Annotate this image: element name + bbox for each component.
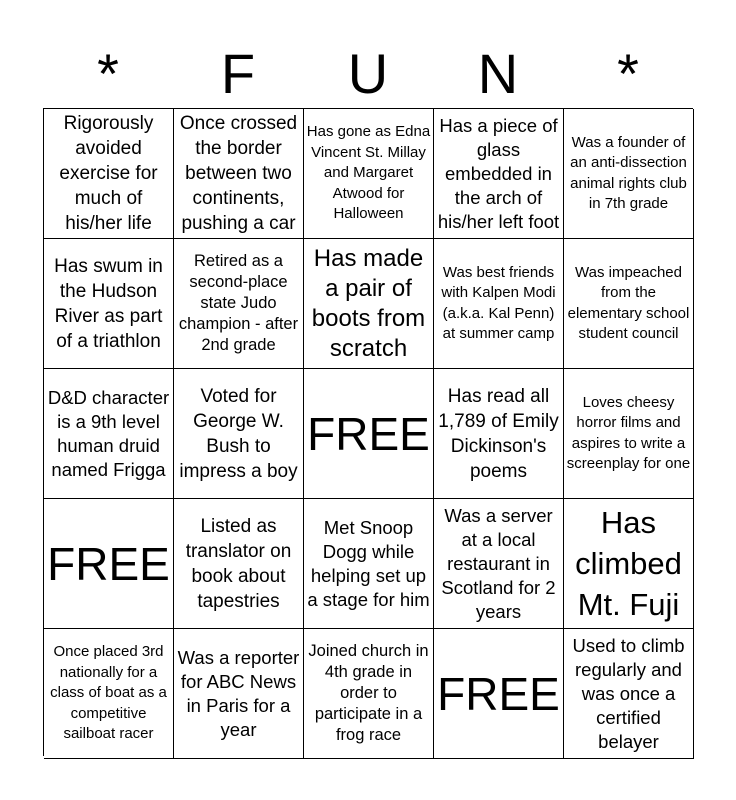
bingo-cell bbox=[564, 499, 694, 629]
bingo-cell bbox=[434, 369, 564, 499]
bingo-header bbox=[43, 40, 693, 108]
bingo-cell bbox=[304, 109, 434, 239]
bingo-cell bbox=[304, 629, 434, 759]
bingo-cell bbox=[564, 109, 694, 239]
free-space bbox=[44, 499, 174, 629]
cell-text: Listed as translator on book about tapestries bbox=[185, 515, 292, 612]
bingo-cell bbox=[44, 369, 174, 499]
cell-text: Used to climb regularly and was once a certified belayer bbox=[572, 634, 685, 752]
cell-text: Has swum in the Hudson River as part of a triathlon bbox=[54, 255, 163, 352]
bingo-cell bbox=[434, 499, 564, 629]
bingo-cell bbox=[174, 629, 304, 759]
cell-text: Voted for George W. Bush to impress a boy bbox=[179, 385, 298, 482]
cell-text: Once crossed the border between two continents, pushing a car bbox=[179, 113, 298, 234]
cell-text: Has a piece of glass embedded in the arch of his/her left foot bbox=[437, 114, 560, 232]
bingo-cell bbox=[44, 239, 174, 369]
bingo-cell bbox=[564, 239, 694, 369]
cell-text: Was a founder of an anti-dissection animal rights club in 7th grade bbox=[570, 133, 687, 212]
header-letter-1: * bbox=[97, 42, 119, 105]
bingo-cell bbox=[174, 109, 304, 239]
bingo-cell bbox=[304, 499, 434, 629]
cell-text: Rigorously avoided exercise for much of his/her life bbox=[59, 113, 158, 234]
cell-text: Has gone as Edna Vincent St. Millay and Margaret Atwood for Halloween bbox=[306, 123, 431, 223]
cell-text: Was impeached from the elementary school student council bbox=[567, 263, 690, 342]
free-space bbox=[434, 629, 564, 759]
header-letter-4: N bbox=[477, 42, 519, 105]
free-space bbox=[304, 369, 434, 499]
cell-text: Has climbed Mt. Fuji bbox=[575, 505, 682, 622]
cell-text: Retired as a second-place state Judo champion - after 2nd grade bbox=[178, 252, 299, 354]
cell-text: Met Snoop Dogg while helping set up a stage for him bbox=[307, 516, 430, 610]
bingo-cell bbox=[44, 109, 174, 239]
bingo-cell bbox=[434, 239, 564, 369]
free-text: FREE bbox=[47, 537, 170, 590]
cell-text: Once placed 3rd nationally for a class of boat as a competitive sailboat racer bbox=[50, 643, 167, 743]
bingo-cell bbox=[174, 239, 304, 369]
free-text: FREE bbox=[437, 667, 560, 720]
bingo-cell bbox=[564, 629, 694, 759]
cell-text: Was best friends with Kalpen Modi (a.k.a. Kal Penn) at summer camp bbox=[441, 263, 556, 342]
bingo-cell bbox=[174, 499, 304, 629]
bingo-cell bbox=[174, 369, 304, 499]
cell-text: D&D character is a 9th level human druid named Frigga bbox=[47, 386, 170, 480]
cell-text: Joined church in 4th grade in order to participate in a frog race bbox=[308, 642, 429, 744]
header-letter-2: F bbox=[220, 42, 256, 105]
cell-text: Was a server at a local restaurant in Scotland for 2 years bbox=[441, 504, 556, 622]
bingo-cell bbox=[434, 109, 564, 239]
header-letter-5: * bbox=[617, 42, 639, 105]
header-letter-3: U bbox=[347, 42, 389, 105]
bingo-grid bbox=[43, 108, 693, 756]
free-text: FREE bbox=[307, 407, 430, 460]
cell-text: Was a reporter for ABC News in Paris for a year bbox=[177, 646, 300, 740]
bingo-cell bbox=[564, 369, 694, 499]
cell-text: Has read all 1,789 of Emily Dickinson's poems bbox=[438, 385, 559, 482]
bingo-cell bbox=[44, 629, 174, 759]
cell-text: Has made a pair of boots from scratch bbox=[311, 244, 426, 362]
cell-text: Loves cheesy horror films and aspires to write a screenplay for one bbox=[566, 393, 691, 472]
bingo-cell bbox=[304, 239, 434, 369]
